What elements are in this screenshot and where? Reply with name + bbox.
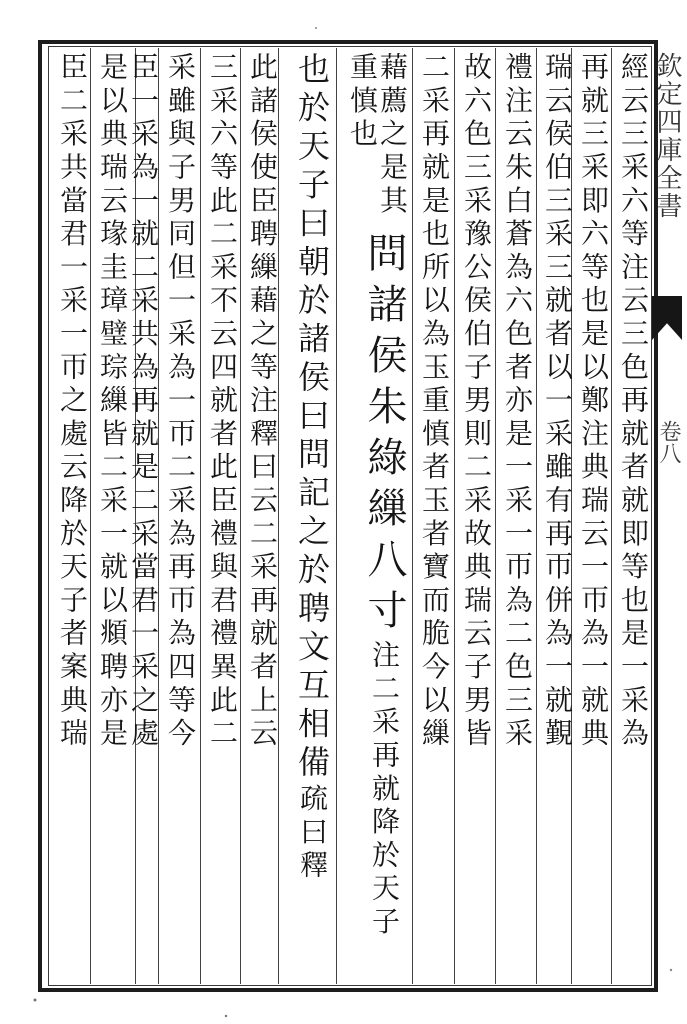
text-column-5: 故六色三采豫公侯伯子男則二采故典瑞云子男皆 bbox=[460, 52, 493, 752]
text-column-7: 藉薦之是其重慎也 bbox=[346, 52, 409, 219]
text-column-4: 禮注云朱白蒼為六色者亦是一采一帀為二色三采 bbox=[501, 52, 534, 752]
margin-book-title: 欽定四庫全書 bbox=[652, 52, 682, 220]
column-rule bbox=[240, 48, 241, 984]
text-column-6: 二采再就是也所以為玉重慎者玉者寶而脆今以繅 bbox=[418, 52, 451, 752]
column-rule bbox=[200, 48, 201, 984]
main-text: 問諸侯朱綠繅八寸 bbox=[361, 232, 407, 640]
column-rule bbox=[412, 48, 413, 984]
main-text: 也於天子曰朝於諸侯曰問記之於聘文互相備 bbox=[293, 52, 331, 784]
text-column-8 bbox=[340, 232, 406, 972]
column-rule bbox=[495, 48, 496, 984]
commentary-text: 注二采再就降於天子 bbox=[368, 640, 401, 940]
commentary-text: 疏曰釋 bbox=[296, 783, 329, 884]
column-rule bbox=[536, 48, 537, 984]
text-column-10: 此諸侯使臣聘繅藉之等注釋曰云二采再就者上云 bbox=[246, 52, 279, 752]
text-column-3: 瑞云侯伯三采三就者以一采雖有再帀併為一就覲 bbox=[541, 52, 574, 752]
text-column-2: 再就三采即六等也是以鄭注典瑞云一帀為一就典 bbox=[577, 52, 610, 752]
text-column-1: 經云三采六等注云三色再就者就即等也是一采為 bbox=[617, 52, 650, 752]
text-column-13: 臣一采為一就二采共為再就是二采當君一采之處 bbox=[127, 52, 160, 752]
text-column-12: 采雖與子男同但一采為一帀二采為再帀為四等今 bbox=[164, 52, 197, 752]
column-rule bbox=[454, 48, 455, 984]
text-column-11: 三采六等此二采不云四就者此臣禮與君禮異此二 bbox=[206, 52, 239, 752]
text-column-14: 是以典瑞云瑑圭璋璧琮繅皆二采一就以頫聘亦是 bbox=[96, 52, 129, 752]
column-rule bbox=[611, 48, 612, 984]
margin-volume-label: 卷八 bbox=[656, 420, 681, 464]
column-rule bbox=[90, 48, 91, 984]
text-column-9 bbox=[280, 52, 334, 972]
column-rule bbox=[336, 48, 337, 984]
text-column-15: 臣二采共當君一采一帀之處云降於天子者案典瑞 bbox=[56, 52, 89, 752]
